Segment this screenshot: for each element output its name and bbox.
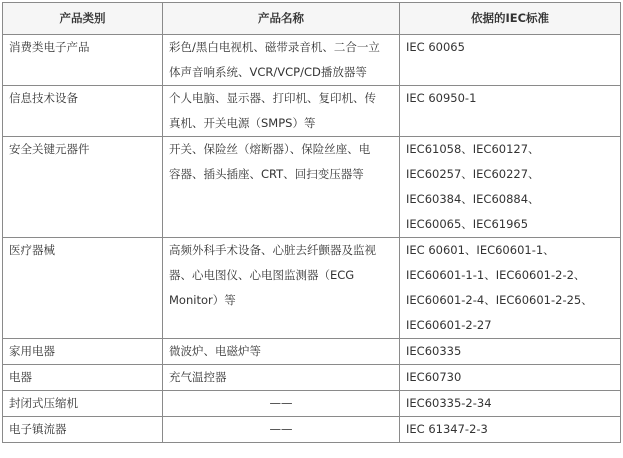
standard-line: IEC 60601、IEC60601-1、	[406, 243, 555, 257]
category-cell: 封闭式压缩机	[3, 391, 163, 417]
category-cell: 电子镇流器	[3, 417, 163, 443]
standard-line: IEC 60065	[406, 40, 465, 54]
product-line: 真机、开关电源（SMPS）等	[169, 116, 316, 130]
product-line: 彩色/黑白电视机、磁带录音机、二合一立	[169, 40, 380, 54]
product-cell	[163, 339, 400, 365]
table-row	[3, 35, 621, 86]
table-row	[3, 391, 621, 417]
table-row	[3, 86, 621, 137]
category-cell: 医疗器械	[3, 238, 163, 339]
category-cell: 消费类电子产品	[3, 35, 163, 86]
standard-cell	[400, 417, 621, 443]
standard-cell	[400, 137, 621, 238]
category-cell: 电器	[3, 365, 163, 391]
standard-cell	[400, 391, 621, 417]
standard-line: IEC60384、IEC60884、	[406, 192, 540, 206]
standard-line: IEC60065、IEC61965	[406, 217, 529, 231]
header-product-category: 产品类别	[3, 3, 163, 35]
product-cell	[163, 137, 400, 238]
product-line: 个人电脑、显示器、打印机、复印机、传	[169, 91, 376, 105]
standard-line: IEC60601-2-4、IEC60601-2-25、	[406, 293, 593, 307]
table-row	[3, 238, 621, 339]
standard-line: IEC60335	[406, 344, 462, 358]
standard-cell	[400, 365, 621, 391]
standard-line: IEC60335-2-34	[406, 396, 492, 410]
table-row	[3, 365, 621, 391]
category-cell: 信息技术设备	[3, 86, 163, 137]
table-row	[3, 417, 621, 443]
product-line: ——	[269, 422, 293, 436]
header-iec-standard: 依据的IEC标准	[400, 3, 621, 35]
standard-line: IEC 61347-2-3	[406, 422, 488, 436]
standard-line: IEC60730	[406, 370, 462, 384]
iec-standards-table	[2, 2, 621, 443]
product-cell	[163, 365, 400, 391]
header-product-name: 产品名称	[163, 3, 400, 35]
product-line: Monitor）等	[169, 293, 236, 307]
product-line: 开关、保险丝（熔断器）、保险丝座、电	[169, 142, 371, 156]
product-line: 微波炉、电磁炉等	[169, 344, 261, 358]
table-row	[3, 137, 621, 238]
product-line: ——	[269, 396, 293, 410]
table-row	[3, 339, 621, 365]
product-cell	[163, 35, 400, 86]
product-line: 体声音响系统、VCR/VCP/CD播放器等	[169, 65, 367, 79]
standard-line: IEC61058、IEC60127、	[406, 142, 540, 156]
standard-line: IEC 60950-1	[406, 91, 477, 105]
product-cell	[163, 417, 400, 443]
product-cell	[163, 86, 400, 137]
standard-cell	[400, 339, 621, 365]
standard-line: IEC60601-2-27	[406, 318, 492, 332]
standard-line: IEC60257、IEC60227、	[406, 167, 540, 181]
standard-cell	[400, 35, 621, 86]
product-cell	[163, 238, 400, 339]
header-row	[3, 3, 621, 35]
standard-cell	[400, 86, 621, 137]
table-header	[3, 3, 621, 35]
category-cell: 家用电器	[3, 339, 163, 365]
standard-cell	[400, 238, 621, 339]
product-cell	[163, 391, 400, 417]
table-body	[3, 35, 621, 443]
product-line: 容器、插头插座、CRT、回扫变压器等	[169, 167, 364, 181]
product-line: 高频外科手术设备、心脏去纤颤器及监视	[169, 243, 376, 257]
product-line: 器、心电图仪、心电图监测器（ECG	[169, 268, 355, 282]
standard-line: IEC60601-1-1、IEC60601-2-2、	[406, 268, 586, 282]
category-cell: 安全关键元器件	[3, 137, 163, 238]
product-line: 充气温控器	[169, 370, 227, 384]
